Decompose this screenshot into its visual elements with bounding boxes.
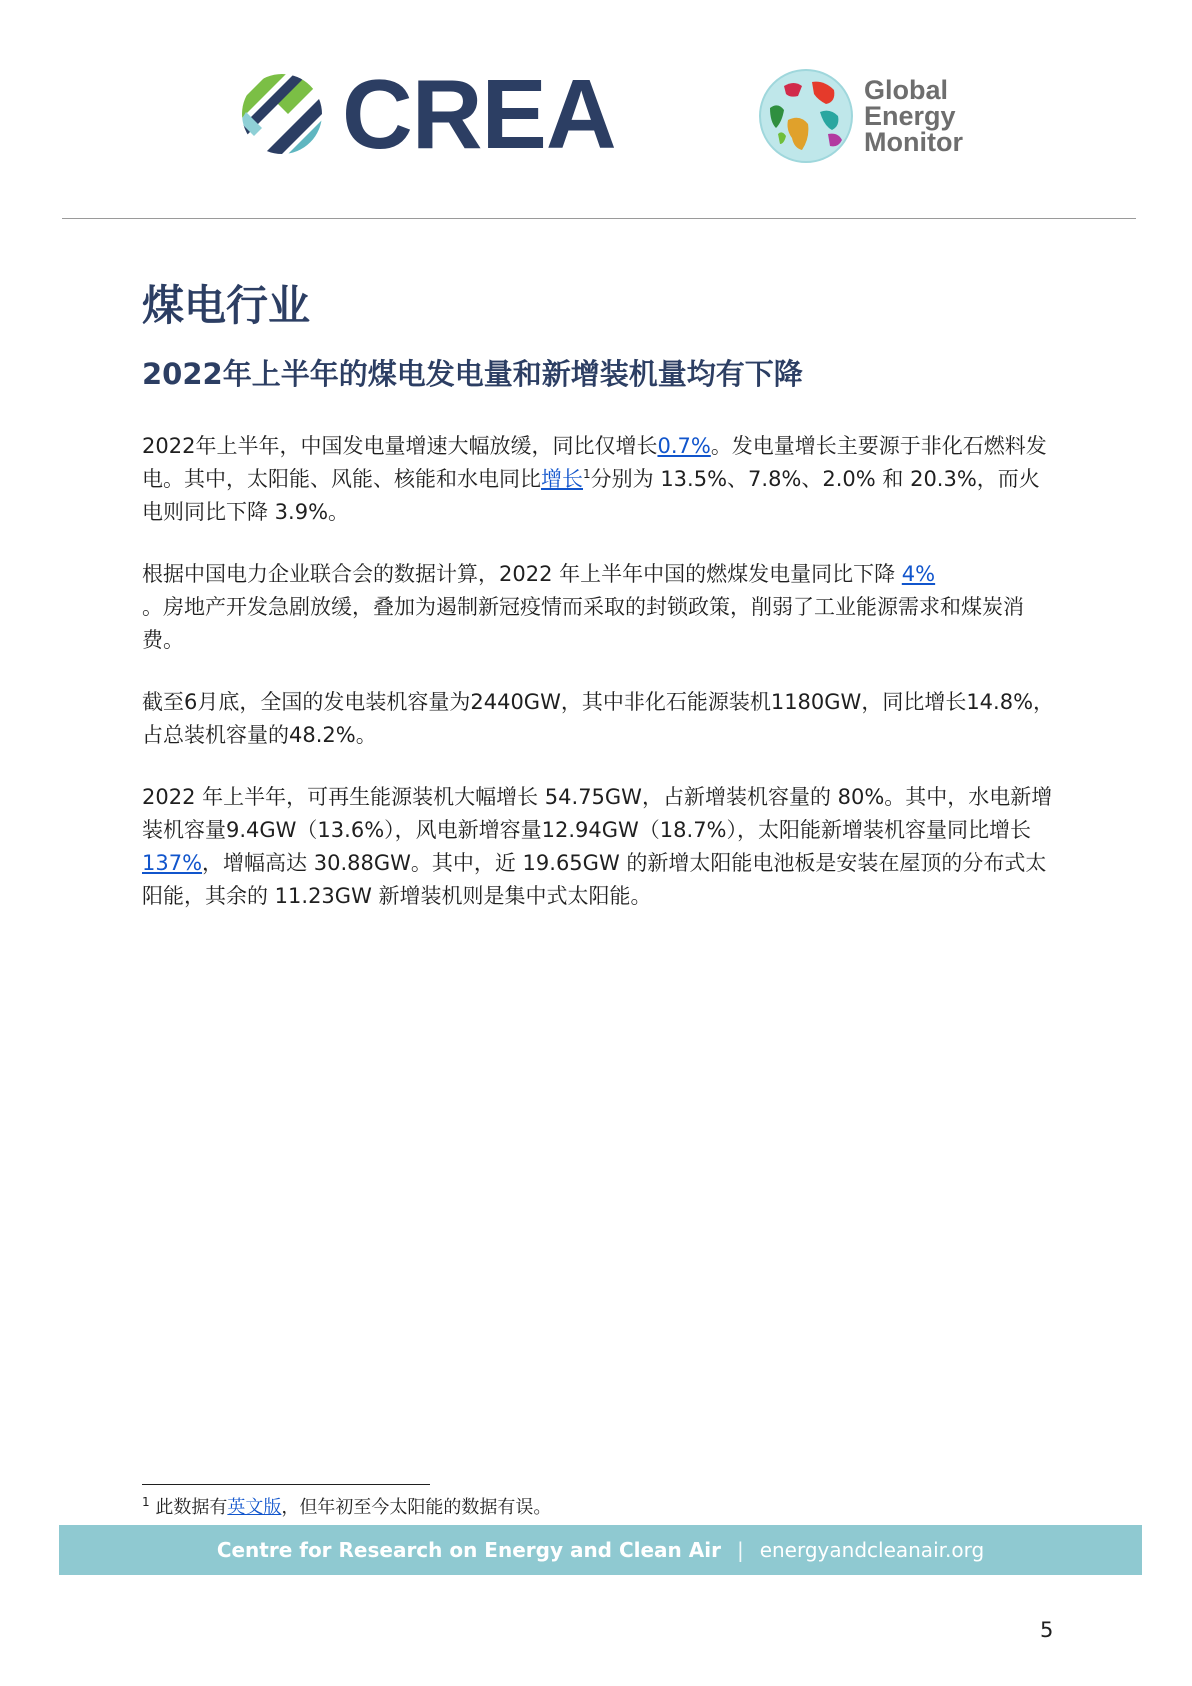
page-number: 5	[1040, 1618, 1054, 1642]
link-137-percent[interactable]: 137%	[142, 851, 203, 875]
link-0-7-percent[interactable]: 0.7%	[657, 434, 711, 458]
footer-separator: |	[736, 1538, 744, 1562]
link-4-percent[interactable]: 4%	[901, 562, 936, 586]
gem-word-energy: Energy	[864, 101, 956, 131]
paragraph-3	[142, 686, 1058, 752]
paragraph-text: 2022 年上半年，可再生能源装机大幅增长 54.75GW，占新增装机容量的 80%。其中，水电新增装机容量9.4GW（13.6%），风电新增容量12.94GW（18.7%），太阳能新增装机容量同比增长	[142, 785, 1053, 842]
paragraph-text: 根据中国电力企业联合会的数据计算，2022 年上半年中国的燃煤发电量同比下降	[142, 562, 902, 586]
gem-word-global: Global	[864, 75, 949, 105]
gem-word-monitor: Monitor	[864, 127, 963, 157]
footnote-text: ，但年初至今太阳能的数据有误。	[281, 1497, 552, 1518]
paragraph-text: 。房地产开发急剧放缓，叠加为遏制新冠疫情而采取的封锁政策，削弱了工业能源需求和煤炭消费。	[142, 595, 1024, 652]
paragraph-2	[142, 558, 1058, 657]
link-english-version[interactable]: 英文版	[227, 1497, 282, 1518]
section-title: 煤电行业	[142, 281, 311, 330]
paragraph-4	[142, 781, 1058, 913]
paragraph-text: 截至6月底，全国的发电装机容量为2440GW，其中非化石能源装机1180GW，同比增长14.8%，占总装机容量的48.2%。	[142, 690, 1055, 747]
globe-icon	[758, 68, 854, 164]
footnote	[142, 1494, 551, 1522]
footnote-number: 1	[142, 1495, 150, 1509]
footer-org-name: Centre for Research on Energy and Clean Air	[216, 1538, 721, 1562]
footnote-text: 此数据有	[149, 1497, 228, 1518]
paragraph-text: ，增幅高达 30.88GW。其中，近 19.65GW 的新增太阳能电池板是安装在屋顶的分布式太阳能，其余的 11.23GW 新增装机则是集中式太阳能。	[142, 851, 1047, 908]
crea-logo	[240, 59, 616, 169]
footer-band	[59, 1525, 1142, 1575]
footer-website[interactable]: energyandcleanair.org	[759, 1538, 985, 1562]
paragraph-text: 分别为 13.5%、7.8%、2.0% 和 20.3%，而火电则同比下降 3.9%。	[142, 467, 1040, 524]
crea-wordmark: CREA	[342, 59, 616, 169]
section-subtitle: 2022年上半年的煤电发电量和新增装机量均有下降	[142, 357, 803, 391]
paragraph-1	[142, 430, 1058, 529]
gem-wordmark	[864, 77, 963, 155]
crea-mark-icon	[240, 72, 324, 156]
footnote-divider	[142, 1484, 430, 1485]
link-growth[interactable]: 增长	[541, 467, 583, 491]
footnote-ref: 1	[583, 467, 591, 481]
paragraph-text: 。发电量增长主要源于非化石燃料发电。其中，太阳能、风能、核能和水电同比	[142, 434, 1047, 491]
header-divider	[62, 218, 1136, 219]
paragraph-text: 2022年上半年，中国发电量增速大幅放缓，同比仅增长	[142, 434, 658, 458]
article-body	[142, 430, 1058, 942]
gem-logo	[758, 66, 963, 166]
